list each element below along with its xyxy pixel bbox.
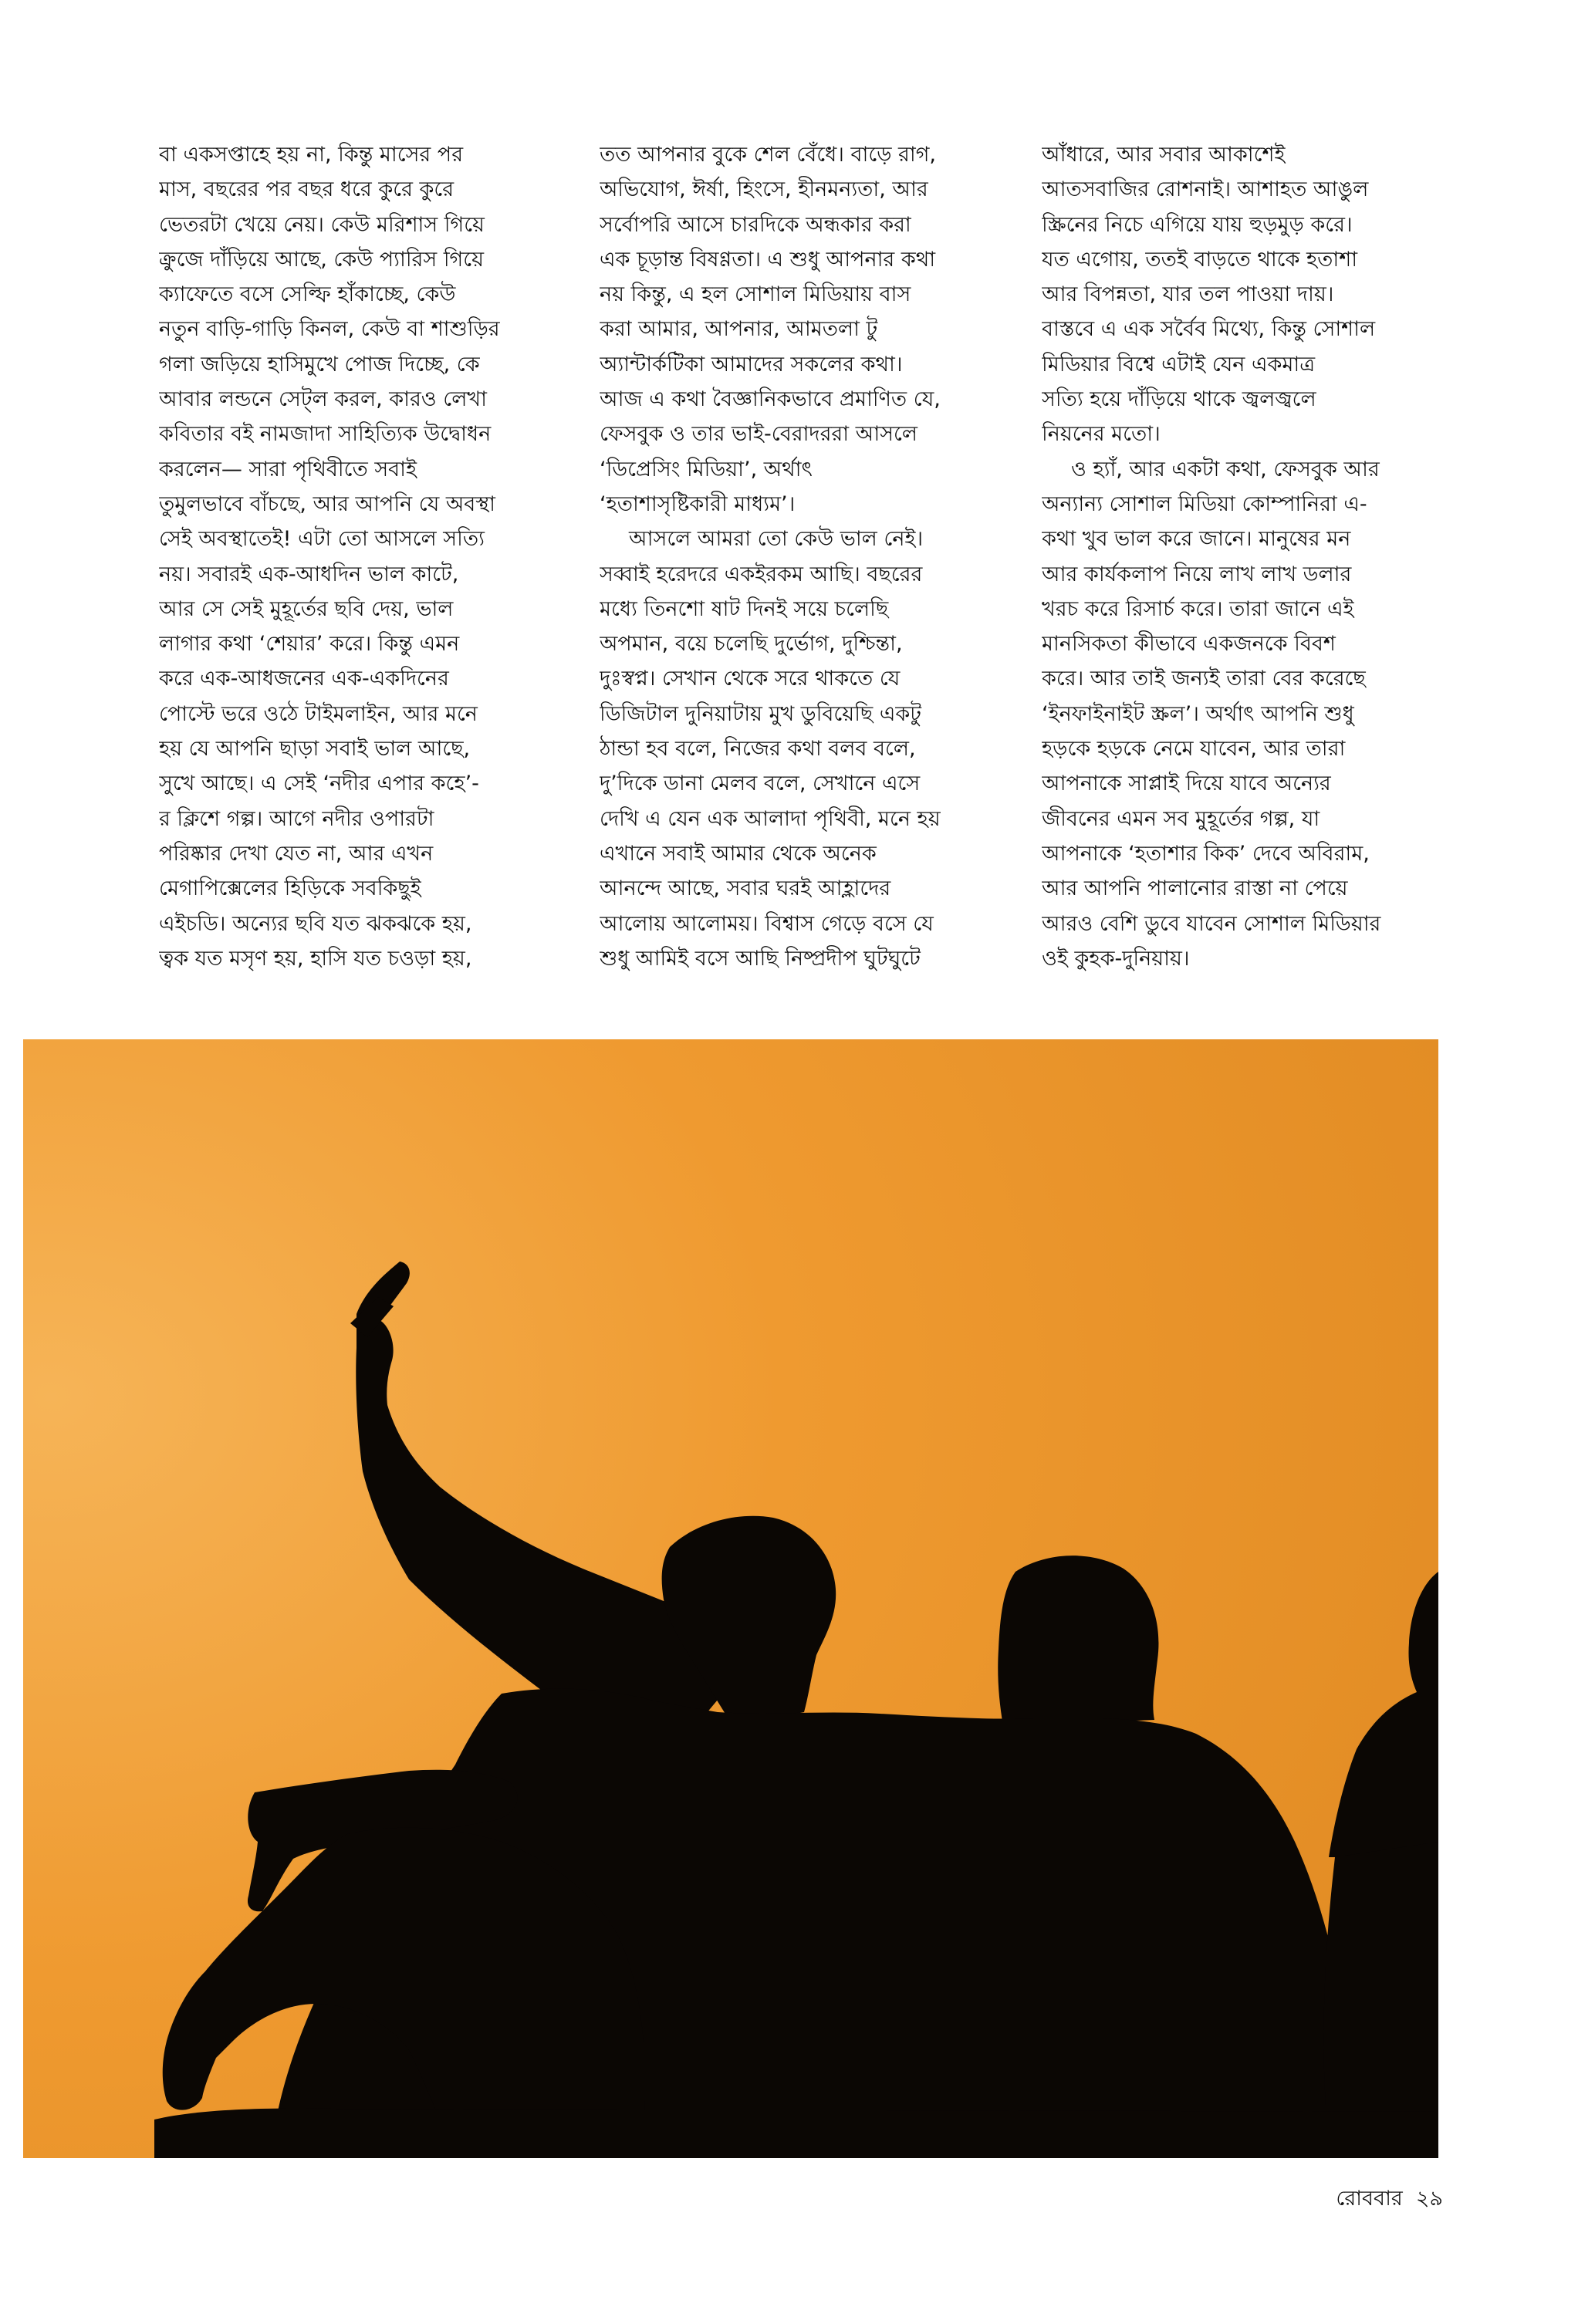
text-line: নয় কিন্তু, এ হল সোশাল মিডিয়ায় বাস [600,282,911,307]
text-line: শুধু আমিই বসে আছি নিষ্প্রদীপ ঘুটঘুটে [600,946,921,971]
text-line: সেই অবস্থাতেই! এটা তো আসলে সত্যি [159,527,485,552]
article-column-3 [1042,137,1443,978]
text-line: মধ্যে তিনশো ষাট দিনই সয়ে চলেছি [600,596,889,621]
text-line: আঁধারে, আর সবার আকাশেই [1042,143,1286,167]
text-line: ‘হতাশাসৃষ্টিকারী মাধ্যম’। [600,491,796,516]
text-line: আর আপনি পালানোর রাস্তা না পেয়ে [1042,877,1348,901]
text-line: অপমান, বয়ে চলেছি দুর্ভোগ, দুশ্চিন্তা, [600,632,903,657]
text-line: দেখি এ যেন এক আলাদা পৃথিবী, মনে হয় [600,806,941,831]
text-line: ক্রুজে দাঁড়িয়ে আছে, কেউ প্যারিস গিয়ে [159,247,484,272]
text-line: এখানে সবাই আমার থেকে অনেক [600,841,877,866]
text-line: পোস্টে ভরে ওঠে টাইমলাইন, আর মনে [159,701,478,726]
text-line: করে। আর তাই জন্যই তারা বের করেছে [1042,667,1366,691]
text-line: আবার লন্ডনে সেট্‌ল করল, কারও লেখা [159,387,487,412]
page-folio [1289,2185,1443,2213]
photo-illustration [23,1039,1438,2158]
text-line: মানসিকতা কীভাবে একজনকে বিবশ [1042,632,1336,657]
text-line: ত্বক যত মসৃণ হয়, হাসি যত চওড়া হয়, [159,946,472,971]
text-line: দুঃস্বপ্ন। সেখান থেকে সরে থাকতে যে [600,667,901,691]
text-line: এক চূড়ান্ত বিষণ্ণতা। এ শুধু আপনার কথা [600,247,936,272]
text-line: সর্বোপরি আসে চারদিকে অন্ধকার করা [600,212,911,237]
ground-silhouette [154,2109,1438,2158]
text-line: আরও বেশি ডুবে যাবেন সোশাল মিডিয়ার [1042,911,1381,936]
text-line: কবিতার বই নামজাদা সাহিত্যিক উদ্বোধন [159,422,492,447]
text-line: বাস্তবে এ এক সর্বৈব মিথ্যে, কিন্তু সোশাল [1042,317,1376,342]
text-line: ‘ইনফাইনাইট স্ক্রল’। অর্থাৎ আপনি শুধু [1042,701,1354,726]
text-line: অন্যান্য সোশাল মিডিয়া কোম্পানিরা এ- [1042,491,1367,516]
sunset-selfie-photo [23,1039,1438,2158]
text-line: র ক্লিশে গল্প। আগে নদীর ওপারটা [159,806,434,831]
text-line: অভিযোগ, ঈর্ষা, হিংসে, হীনমন্যতা, আর [600,177,928,202]
text-line: ডিজিটাল দুনিয়াটায় মুখ ডুবিয়েছি একটু [600,701,921,726]
text-line: করা আমার, আপনার, আমতলা টু [600,317,878,342]
text-line: নয়। সবারই এক-আধদিন ভাল কাটে, [159,562,459,586]
text-line: আপনাকে ‘হতাশার কিক’ দেবে অবিরাম, [1042,841,1370,866]
right-figure-body [1323,1842,1438,2158]
text-line: জীবনের এমন সব মুহূর্তের গল্প, যা [1042,806,1320,831]
text-line: তত আপনার বুকে শেল বেঁধে। বাড়ে রাগ, [600,143,937,167]
text-line: খরচ করে রিসার্চ করে। তারা জানে এই [1042,596,1354,621]
text-line: হড়কে হড়কে নেমে যাবেন, আর তারা [1042,737,1346,762]
article-column-2 [600,137,1001,978]
text-line: মাস, বছরের পর বছর ধরে কুরে কুরে [159,177,455,202]
text-line: ওই কুহক-দুনিয়ায়। [1042,946,1190,971]
text-line: আপনাকে সাপ্লাই দিয়ে যাবে অন্যের [1042,772,1331,796]
text-line: আর কার্যকলাপ নিয়ে লাখ লাখ ডলার [1042,562,1352,586]
text-line: ‘ডিপ্রেসিং মিডিয়া’, অর্থাৎ [600,457,813,481]
text-line: ঠান্ডা হব বলে, নিজের কথা বলব বলে, [600,737,916,762]
text-line: আজ এ কথা বৈজ্ঞানিকভাবে প্রমাণিত যে, [600,387,941,412]
text-line: তুমুলভাবে বাঁচছে, আর আপনি যে অবস্থা [159,491,495,516]
text-line: নতুন বাড়ি-গাড়ি কিনল, কেউ বা শাশুড়ির [159,317,500,342]
text-line: হয় যে আপনি ছাড়া সবাই ভাল আছে, [159,737,471,762]
article-column-1 [159,137,560,978]
text-line: সব্বাই হরেদরে একইরকম আছি। বছরের [600,562,923,586]
text-line: ভেতরটা খেয়ে নেয়। কেউ মরিশাস গিয়ে [159,212,485,237]
text-line: পরিষ্কার দেখা যেত না, আর এখন [159,841,434,866]
text-line: আর সে সেই মুহূর্তের ছবি দেয়, ভাল [159,596,454,621]
paragraph-start-line: ও হ্যাঁ, আর একটা কথা, ফেসবুক আর [1071,457,1380,481]
text-line: আলোয় আলোময়। বিশ্বাস গেড়ে বসে যে [600,911,934,936]
text-line: আতসবাজির রোশনাই। আশাহত আঙুল [1042,177,1369,202]
text-line: এইচডি। অন্যের ছবি যত ঝকঝকে হয়, [159,911,472,936]
text-line: করলেন— সারা পৃথিবীতে সবাই [159,457,417,481]
text-line: ক্যাফেতে বসে সেল্ফি হাঁকাচ্ছে, কেউ [159,282,456,307]
publication-name: রোববার [1336,2187,1403,2211]
text-line: মিডিয়ার বিশ্বে এটাই যেন একমাত্র [1042,352,1316,377]
head-silhouette-2 [998,1556,1158,1726]
text-line: লাগার কথা ‘শেয়ার’ করে। কিন্তু এমন [159,632,460,657]
text-line: কথা খুব ভাল করে জানে। মানুষের মন [1042,527,1351,552]
text-line: নিয়নের মতো। [1042,422,1161,447]
text-line: দু’দিকে ডানা মেলব বলে, সেখানে এসে [600,772,921,796]
text-line: মেগাপিক্সেলের হিড়িকে সবকিছুই [159,877,421,901]
text-line: গলা জড়িয়ে হাসিমুখে পোজ দিচ্ছে, কে [159,352,480,377]
paragraph-start-line: আসলে আমরা তো কেউ ভাল নেই। [629,527,924,552]
text-line: আর বিপন্নতা, যার তল পাওয়া দায়। [1042,282,1334,307]
page-number: ২৯ [1415,2187,1443,2211]
text-line: স্ক্রিনের নিচে এগিয়ে যায় হুড়মুড় করে। [1042,212,1353,237]
text-line: অ্যান্টার্কটিকা আমাদের সকলের কথা। [600,352,903,377]
text-line: আনন্দে আছে, সবার ঘরই আহ্লাদের [600,877,891,901]
text-line: করে এক-আধজনের এক-একদিনের [159,667,449,691]
text-line: সুখে আছে। এ সেই ‘নদীর এপার কহে’- [159,772,479,796]
text-line: ফেসবুক ও তার ভাই-বেরাদররা আসলে [600,422,917,447]
text-line: বা একসপ্তাহে হয় না, কিন্তু মাসের পর [159,143,464,167]
text-line: সত্যি হয়ে দাঁড়িয়ে থাকে জ্বলজ্বলে [1042,387,1316,412]
text-line: যত এগোয়, ততই বাড়তে থাকে হতাশা [1042,247,1358,272]
